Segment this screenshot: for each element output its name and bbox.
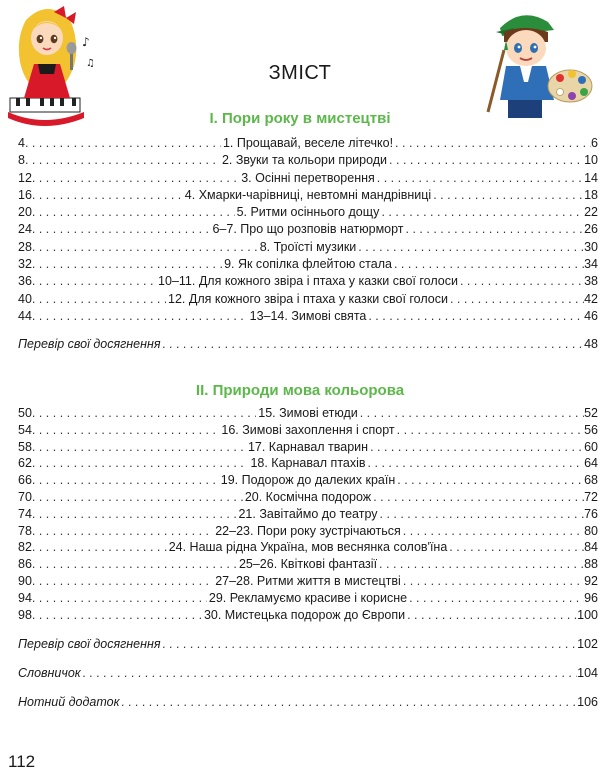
toc-entry-right-page: 48	[584, 337, 598, 352]
toc-entry-title: 9. Як сопілка флейтою стала	[224, 257, 392, 272]
toc-entry-title: 21. Завітаймо до театру	[238, 506, 378, 521]
toc-entry[interactable]	[18, 590, 598, 607]
leader-dots	[406, 221, 585, 238]
leader-dots	[32, 239, 258, 256]
leader-dots	[433, 187, 584, 204]
toc-entry[interactable]	[18, 308, 598, 325]
toc-entry-right-page: 64	[584, 456, 598, 471]
toc-section-1	[18, 135, 598, 357]
toc-entry-left-page: 12	[18, 170, 32, 185]
toc-entry-left-page: 70	[18, 489, 32, 504]
toc-entry-title: 25–26. Квіткові фантазії	[238, 557, 378, 572]
toc-entry-left-page: 78	[18, 523, 32, 538]
toc-entry-right-page: 46	[584, 308, 598, 323]
toc-entry-left-page: 62	[18, 456, 32, 471]
toc-entry-title: Нотний додаток	[18, 695, 120, 710]
svg-text:♫: ♫	[86, 58, 95, 69]
toc-section-2	[18, 405, 598, 715]
toc-entry-right-page: 68	[584, 473, 598, 488]
toc-entry-title: 29. Рекламуємо красиве і корисне	[208, 590, 408, 605]
toc-entry-right-page: 22	[584, 205, 598, 220]
toc-entry-title: 1. Прощавай, веселе літечко!	[222, 136, 394, 150]
leader-dots	[32, 221, 211, 238]
toc-entry-title: Перевір свої досягнення	[18, 337, 161, 352]
toc-entry-left-page: 32	[18, 257, 32, 272]
toc-entry-left-page: 54	[18, 422, 32, 437]
toc-entry-title: 15. Зимові етюди	[258, 406, 358, 420]
toc-entry-title: 10–11. Для кожного звіра і птаха у казки свої голоси	[158, 274, 458, 289]
toc-entry[interactable]	[18, 152, 598, 169]
toc-entry-left-page: 86	[18, 557, 32, 572]
leader-dots	[403, 523, 584, 540]
leader-dots	[32, 607, 202, 624]
toc-entry-right-page: 72	[584, 489, 598, 504]
section-title-2: ІІ. Природи мова кольорова	[195, 382, 405, 399]
section-title-1: І. Пори року в мистецтві	[209, 110, 391, 127]
toc-entry-title: Словничок	[18, 666, 81, 681]
page-title: ЗМІСТ	[268, 62, 332, 84]
toc-entry-right-page: 102	[577, 637, 598, 652]
toc-entry-left-page: 44	[18, 308, 32, 323]
leader-dots	[449, 539, 584, 556]
leader-dots	[32, 523, 213, 540]
leader-dots	[32, 439, 246, 456]
leader-dots	[395, 135, 591, 152]
svg-text:♪: ♪	[82, 35, 90, 49]
leader-dots	[407, 607, 577, 624]
toc-entry-left-page: 90	[18, 573, 32, 588]
toc-check-achievements-2[interactable]	[18, 631, 598, 657]
leader-dots	[32, 556, 237, 573]
toc-entry-right-page: 84	[584, 540, 598, 555]
toc-entry-right-page: 104	[577, 666, 598, 681]
leader-dots	[409, 590, 584, 607]
leader-dots	[32, 539, 167, 556]
leader-dots	[32, 506, 237, 523]
leader-dots	[450, 291, 584, 308]
leader-dots	[32, 405, 256, 422]
toc-entry-right-page: 42	[584, 291, 598, 306]
toc-entry-right-page: 76	[584, 506, 598, 521]
toc-entry-title: 13–14. Зимові свята	[249, 308, 367, 323]
leader-dots	[32, 472, 219, 489]
leader-dots	[32, 455, 249, 472]
leader-dots	[397, 422, 584, 439]
toc-entry-right-page: 56	[584, 422, 598, 437]
toc-entry[interactable]	[18, 204, 598, 221]
toc-entry-left-page: 50	[18, 406, 32, 420]
toc-entry-left-page: 4	[18, 136, 25, 150]
toc-entry-title: Перевір свої досягнення	[18, 637, 161, 652]
toc-entry-title: 12. Для кожного звіра і птаха у казки свої голоси	[168, 291, 448, 306]
toc-entry[interactable]	[18, 422, 598, 439]
toc-entry-right-page: 80	[584, 523, 598, 538]
toc-entry-title: 22–23. Пори року зустрічаються	[215, 523, 401, 538]
leader-dots	[32, 256, 222, 273]
leader-dots	[394, 256, 584, 273]
toc-entry-right-page: 106	[577, 695, 598, 710]
toc-entry-left-page: 66	[18, 473, 32, 488]
leader-dots	[381, 204, 584, 221]
toc-entry[interactable]	[18, 135, 598, 152]
toc-entry-right-page: 52	[584, 406, 598, 420]
toc-entry-left-page: 36	[18, 274, 32, 289]
leader-dots	[360, 405, 584, 422]
toc-entry-title: 3. Осінні перетворення	[241, 170, 375, 185]
toc-entry[interactable]	[18, 489, 598, 506]
toc-entry-title: 8. Троїсті музики	[259, 239, 357, 254]
toc-entry[interactable]	[18, 556, 598, 573]
toc-entry-right-page: 26	[584, 222, 598, 237]
toc-entry[interactable]	[18, 539, 598, 556]
toc-entry-title: 17. Карнавал тварин	[247, 439, 369, 454]
leader-dots	[32, 204, 235, 221]
leader-dots	[32, 573, 213, 590]
leader-dots	[373, 489, 584, 506]
leader-dots	[25, 135, 221, 152]
leader-dots	[32, 308, 248, 325]
toc-entry-right-page: 10	[584, 153, 598, 168]
leader-dots	[83, 660, 577, 686]
toc-notes-appendix[interactable]	[18, 689, 598, 715]
toc-check-achievements-1[interactable]	[18, 331, 598, 357]
leader-dots	[32, 422, 219, 439]
toc-entry[interactable]	[18, 239, 598, 256]
toc-entry-right-page: 6	[591, 136, 598, 150]
toc-entry-title: 24. Наша рідна Україна, мов веснянка солов'їна	[168, 540, 448, 555]
leader-dots	[32, 291, 166, 308]
leader-dots	[370, 439, 584, 456]
toc-entry-title: 5. Ритми осіннього дощу	[236, 205, 380, 220]
toc-entry-left-page: 8	[18, 153, 25, 168]
toc-entry-left-page: 98	[18, 607, 32, 622]
toc-entry-right-page: 14	[584, 170, 598, 185]
toc-entry-right-page: 34	[584, 257, 598, 272]
toc-entry[interactable]	[18, 187, 598, 204]
toc-entry[interactable]	[18, 405, 598, 422]
toc-entry[interactable]	[18, 573, 598, 590]
leader-dots	[368, 308, 584, 325]
page-number: 112	[8, 752, 36, 771]
toc-entry-title: 18. Карнавал птахів	[250, 456, 366, 471]
toc-entry-left-page: 16	[18, 187, 32, 202]
toc-entry-right-page: 18	[584, 187, 598, 202]
leader-dots	[377, 170, 584, 187]
leader-dots	[368, 455, 585, 472]
leader-dots	[397, 472, 584, 489]
leader-dots	[163, 331, 585, 357]
toc-entry-left-page: 58	[18, 439, 32, 454]
leader-dots	[32, 489, 243, 506]
leader-dots	[25, 152, 220, 169]
leader-dots	[163, 631, 578, 657]
toc-entry-left-page: 94	[18, 590, 32, 605]
leader-dots	[32, 170, 239, 187]
toc-entry-title: 19. Подорож до далеких країн	[220, 473, 396, 488]
toc-entry-left-page: 24	[18, 222, 32, 237]
leader-dots	[32, 590, 207, 607]
toc-entry[interactable]	[18, 523, 598, 540]
toc-entry-right-page: 60	[584, 439, 598, 454]
leader-dots	[403, 573, 584, 590]
leader-dots	[358, 239, 584, 256]
toc-entry-right-page: 30	[584, 239, 598, 254]
toc-entry-title: 4. Хмарки-чарівниці, невтомні мандрівниці	[184, 187, 432, 202]
toc-entry-left-page: 74	[18, 506, 32, 521]
leader-dots	[379, 556, 584, 573]
toc-entry-title: 30. Мистецька подорож до Європи	[203, 607, 406, 622]
toc-entry-right-page: 92	[584, 573, 598, 588]
toc-entry-title: 27–28. Ритми життя в мистецтві	[215, 573, 401, 588]
toc-entry-right-page: 100	[577, 607, 598, 622]
toc-entry-left-page: 28	[18, 239, 32, 254]
toc-entry[interactable]	[18, 273, 598, 290]
toc-entry[interactable]	[18, 170, 598, 187]
toc-entry[interactable]	[18, 506, 598, 523]
toc-entry[interactable]	[18, 221, 598, 238]
toc-entry-right-page: 96	[584, 590, 598, 605]
toc-entry[interactable]	[18, 455, 598, 472]
toc-entry-left-page: 40	[18, 291, 32, 306]
toc-entry-right-page: 88	[584, 557, 598, 572]
leader-dots	[380, 506, 585, 523]
leader-dots	[32, 273, 156, 290]
leader-dots	[32, 187, 183, 204]
toc-entry-left-page: 82	[18, 540, 32, 555]
toc-entry[interactable]	[18, 439, 598, 456]
leader-dots	[460, 273, 584, 290]
toc-entry[interactable]	[18, 256, 598, 273]
boy-painter-illustration	[478, 2, 596, 118]
toc-entry-title: 16. Зимові захоплення і спорт	[221, 422, 395, 437]
toc-entry-left-page: 20	[18, 205, 32, 220]
toc-entry[interactable]	[18, 607, 598, 624]
leader-dots	[122, 689, 578, 715]
toc-entry[interactable]	[18, 472, 598, 489]
toc-entry-title: 2. Звуки та кольори природи	[221, 153, 388, 168]
toc-glossary[interactable]	[18, 660, 598, 686]
toc-entry-title: 20. Космічна подорож	[244, 489, 372, 504]
leader-dots	[389, 152, 584, 169]
toc-entry[interactable]	[18, 291, 598, 308]
toc-entry-title: 6–7. Про що розповів натюрморт	[212, 222, 404, 237]
toc-entry-right-page: 38	[584, 274, 598, 289]
